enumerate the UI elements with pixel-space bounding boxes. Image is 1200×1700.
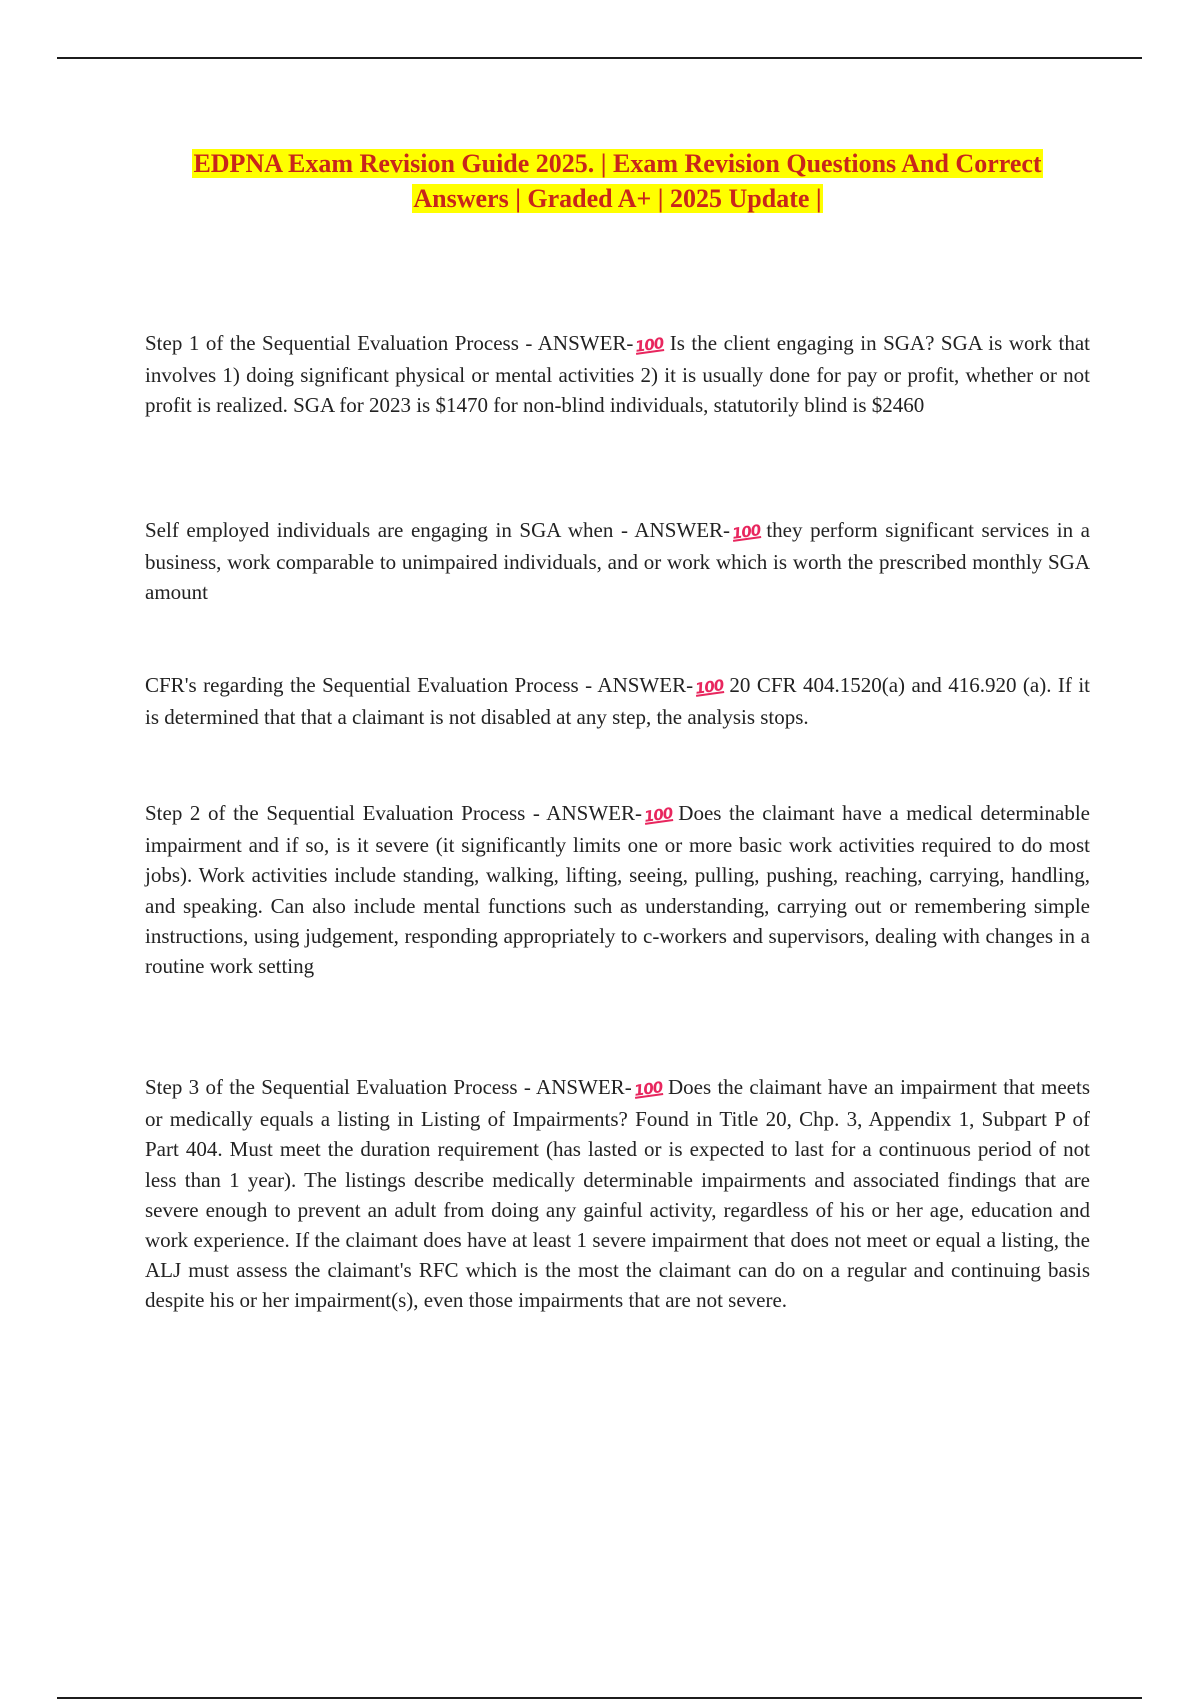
title-line-1: EDPNA Exam Revision Guide 2025. | Exam Revision Questions And Correct	[193, 149, 1042, 178]
hundred-points-emoji-icon: 100	[642, 804, 674, 826]
qa-item-self-employed-sga	[145, 515, 1090, 608]
question-text: Step 3 of the Sequential Evaluation Process - ANSWER-	[145, 1075, 632, 1099]
question-text: Step 1 of the Sequential Evaluation Process - ANSWER-	[145, 331, 634, 355]
title-line-2: Answers | Graded A+ | 2025 Update |	[413, 184, 822, 213]
answer-text: Is the client engaging in SGA? SGA is work that involves 1) doing significant physical or mental activities 2) it is usually done for pay or profit, whether or not profit is realized. SGA for 2023 is $1470 for non-blind individuals, statutorily blind is $2460	[145, 331, 1090, 418]
answer-text: 20 CFR 404.1520(a) and 416.920 (a). If it is determined that that a claimant is not disabled at any step, the analysis stops.	[145, 673, 1090, 730]
question-text: CFR's regarding the Sequential Evaluation Process - ANSWER-	[145, 673, 694, 697]
qa-item-cfr	[145, 670, 1090, 732]
question-text: Self employed individuals are engaging in SGA when - ANSWER-	[145, 518, 731, 542]
hundred-points-emoji-icon: 100	[730, 521, 762, 543]
answer-text: Does the claimant have an impairment that meets or medically equals a listing in Listing of Impairments? Found in Title 20, Chp. 3, Appendix 1, Subpart P of Part 404. Must meet the duration requirement (has lasted or is expected to last for a continuous period of not less than 1 year). The listings describe medically determinable impairments and associated findings that are severe enough to prevent an adult from doing any gainful activity, regardless of his or her age, education and work experience. If the claimant does have at least 1 severe impairment that does not meet or equal a listing, the ALJ must assess the claimant's RFC which is the most the claimant can do on a regular and continuing basis despite his or her impairment(s), even those impairments that are not severe.	[145, 1075, 1090, 1313]
answer-text: they perform significant services in a business, work comparable to unimpaired individuals, and or work which is worth the prescribed monthly SGA amount	[145, 518, 1090, 605]
hundred-points-emoji-icon: 100	[634, 334, 665, 356]
footer-rule	[57, 1697, 1142, 1699]
header-rule	[57, 57, 1142, 59]
answer-text: Does the claimant have a medical determinable impairment and if so, is it severe (it significantly limits one or more basic work activities required to do most jobs). Work activities include standing, walking, lifting, seeing, pulling, pushing, reaching, carrying, handling, and speaking. Can also include mental functions such as understanding, carrying out or remembering simple instructions, using judgement, responding appropriately to c-workers and supervisors, dealing with changes in a routine work setting	[145, 801, 1090, 979]
qa-item-step-3	[145, 1072, 1090, 1316]
question-text: Step 2 of the Sequential Evaluation Process - ANSWER-	[145, 801, 642, 825]
hundred-points-emoji-icon: 100	[632, 1078, 664, 1100]
qa-item-step-2	[145, 798, 1090, 981]
qa-item-step-1	[145, 328, 1090, 421]
hundred-points-emoji-icon: 100	[693, 676, 725, 698]
document-title	[145, 146, 1090, 216]
